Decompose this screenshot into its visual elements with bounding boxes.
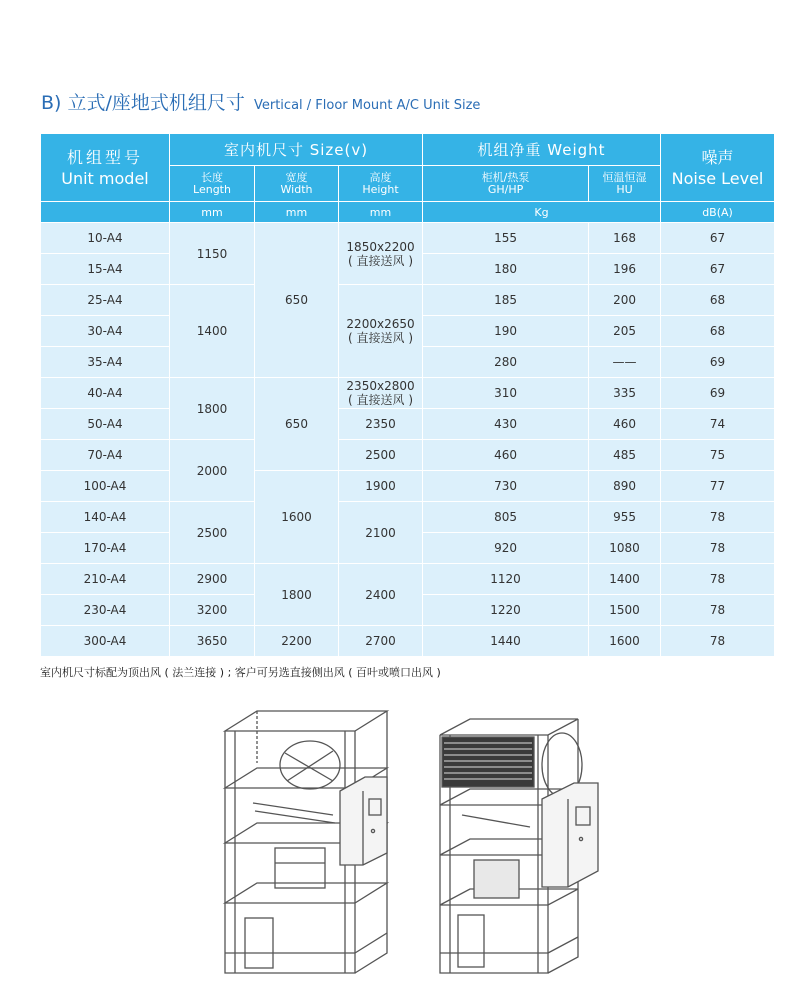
noise-cell: 78: [661, 626, 775, 657]
weight-ghhp-cell: 155: [423, 223, 589, 254]
weight-ghhp-cell: 280: [423, 347, 589, 378]
header-model: 机组型号 Unit model: [41, 134, 170, 202]
footnote: 室内机尺寸标配为顶出风 ( 法兰连接 ) ; 客户可另选直接侧出风 ( 百叶或喷口出风 ): [40, 666, 441, 679]
length-cell: 2500: [170, 502, 255, 564]
height-cell: 1900: [339, 471, 423, 502]
model-cell: 15-A4: [41, 254, 170, 285]
section-title-en: Vertical / Floor Mount A/C Unit Size: [253, 98, 481, 113]
weight-ghhp-cell: 430: [423, 409, 589, 440]
width-cell: 650: [255, 378, 339, 471]
height-cell: 2100: [339, 502, 423, 564]
model-cell: 140-A4: [41, 502, 170, 533]
model-cell: 230-A4: [41, 595, 170, 626]
weight-ghhp-cell: 460: [423, 440, 589, 471]
weight-hu-cell: 168: [589, 223, 661, 254]
header-ghhp: 柜机/热泵 GH/HP: [423, 166, 589, 202]
length-cell: 2000: [170, 440, 255, 502]
header-blank: [41, 202, 170, 223]
header-height: 高度 Height: [339, 166, 423, 202]
model-cell: 40-A4: [41, 378, 170, 409]
weight-ghhp-cell: 1120: [423, 564, 589, 595]
weight-ghhp-cell: 310: [423, 378, 589, 409]
length-cell: 3650: [170, 626, 255, 657]
table-row: [41, 564, 775, 595]
table-row: [41, 440, 775, 471]
noise-cell: 68: [661, 285, 775, 316]
noise-cell: 78: [661, 533, 775, 564]
table-row: [41, 626, 775, 657]
weight-ghhp-cell: 185: [423, 285, 589, 316]
weight-hu-cell: 1600: [589, 626, 661, 657]
model-cell: 35-A4: [41, 347, 170, 378]
weight-ghhp-cell: 730: [423, 471, 589, 502]
unit-size-table: [40, 133, 775, 657]
noise-cell: 78: [661, 595, 775, 626]
model-cell: 210-A4: [41, 564, 170, 595]
height-cell: 2200x2650 ( 直接送风 ): [339, 285, 423, 378]
table-row: [41, 471, 775, 502]
weight-hu-cell: 890: [589, 471, 661, 502]
noise-cell: 67: [661, 223, 775, 254]
width-cell: 650: [255, 223, 339, 378]
weight-hu-cell: ——: [589, 347, 661, 378]
unit-mm-height: mm: [339, 202, 423, 223]
header-length: 长度 Length: [170, 166, 255, 202]
weight-hu-cell: 485: [589, 440, 661, 471]
weight-hu-cell: 205: [589, 316, 661, 347]
header-noise: 噪声 Noise Level: [661, 134, 775, 202]
table-row: [41, 409, 775, 440]
length-cell: 3200: [170, 595, 255, 626]
weight-ghhp-cell: 805: [423, 502, 589, 533]
unit-mm-length: mm: [170, 202, 255, 223]
length-cell: 2900: [170, 564, 255, 595]
weight-ghhp-cell: 180: [423, 254, 589, 285]
model-cell: 70-A4: [41, 440, 170, 471]
length-cell: 1800: [170, 378, 255, 440]
noise-cell: 69: [661, 378, 775, 409]
noise-cell: 74: [661, 409, 775, 440]
noise-cell: 67: [661, 254, 775, 285]
noise-cell: 75: [661, 440, 775, 471]
noise-cell: 77: [661, 471, 775, 502]
unit-kg: Kg: [423, 202, 661, 223]
weight-hu-cell: 1400: [589, 564, 661, 595]
weight-ghhp-cell: 190: [423, 316, 589, 347]
weight-hu-cell: 460: [589, 409, 661, 440]
unit-frame-grille-illustration: [434, 715, 610, 987]
table-row: [41, 378, 775, 409]
table-row: [41, 223, 775, 254]
weight-hu-cell: 196: [589, 254, 661, 285]
model-cell: 50-A4: [41, 409, 170, 440]
noise-cell: 69: [661, 347, 775, 378]
header-weight: 机组净重 Weight: [423, 134, 661, 166]
height-cell: 2350: [339, 409, 423, 440]
header-hu: 恒温恒湿 HU: [589, 166, 661, 202]
section-title: [41, 88, 480, 115]
model-cell: 100-A4: [41, 471, 170, 502]
width-cell: 1600: [255, 471, 339, 564]
model-cell: 25-A4: [41, 285, 170, 316]
weight-hu-cell: 1500: [589, 595, 661, 626]
unit-frame-open-illustration: [215, 703, 391, 987]
weight-hu-cell: 335: [589, 378, 661, 409]
table-row: [41, 502, 775, 533]
weight-hu-cell: 1080: [589, 533, 661, 564]
section-title-cn: B) 立式/座地式机组尺寸: [41, 92, 245, 114]
height-cell: 2700: [339, 626, 423, 657]
noise-cell: 78: [661, 502, 775, 533]
width-cell: 1800: [255, 564, 339, 626]
height-cell: 2400: [339, 564, 423, 626]
model-cell: 170-A4: [41, 533, 170, 564]
weight-hu-cell: 955: [589, 502, 661, 533]
table-row: [41, 285, 775, 316]
width-cell: 2200: [255, 626, 339, 657]
height-cell: 2350x2800 ( 直接送风 ): [339, 378, 423, 409]
height-cell: 1850x2200 ( 直接送风 ): [339, 223, 423, 285]
header-width: 宽度 Width: [255, 166, 339, 202]
noise-cell: 78: [661, 564, 775, 595]
model-cell: 10-A4: [41, 223, 170, 254]
weight-hu-cell: 200: [589, 285, 661, 316]
noise-cell: 68: [661, 316, 775, 347]
weight-ghhp-cell: 1440: [423, 626, 589, 657]
weight-ghhp-cell: 920: [423, 533, 589, 564]
header-size: 室内机尺寸 Size(v): [170, 134, 423, 166]
model-cell: 300-A4: [41, 626, 170, 657]
height-cell: 2500: [339, 440, 423, 471]
unit-db: dB(A): [661, 202, 775, 223]
length-cell: 1400: [170, 285, 255, 378]
model-cell: 30-A4: [41, 316, 170, 347]
unit-mm-width: mm: [255, 202, 339, 223]
length-cell: 1150: [170, 223, 255, 285]
weight-ghhp-cell: 1220: [423, 595, 589, 626]
